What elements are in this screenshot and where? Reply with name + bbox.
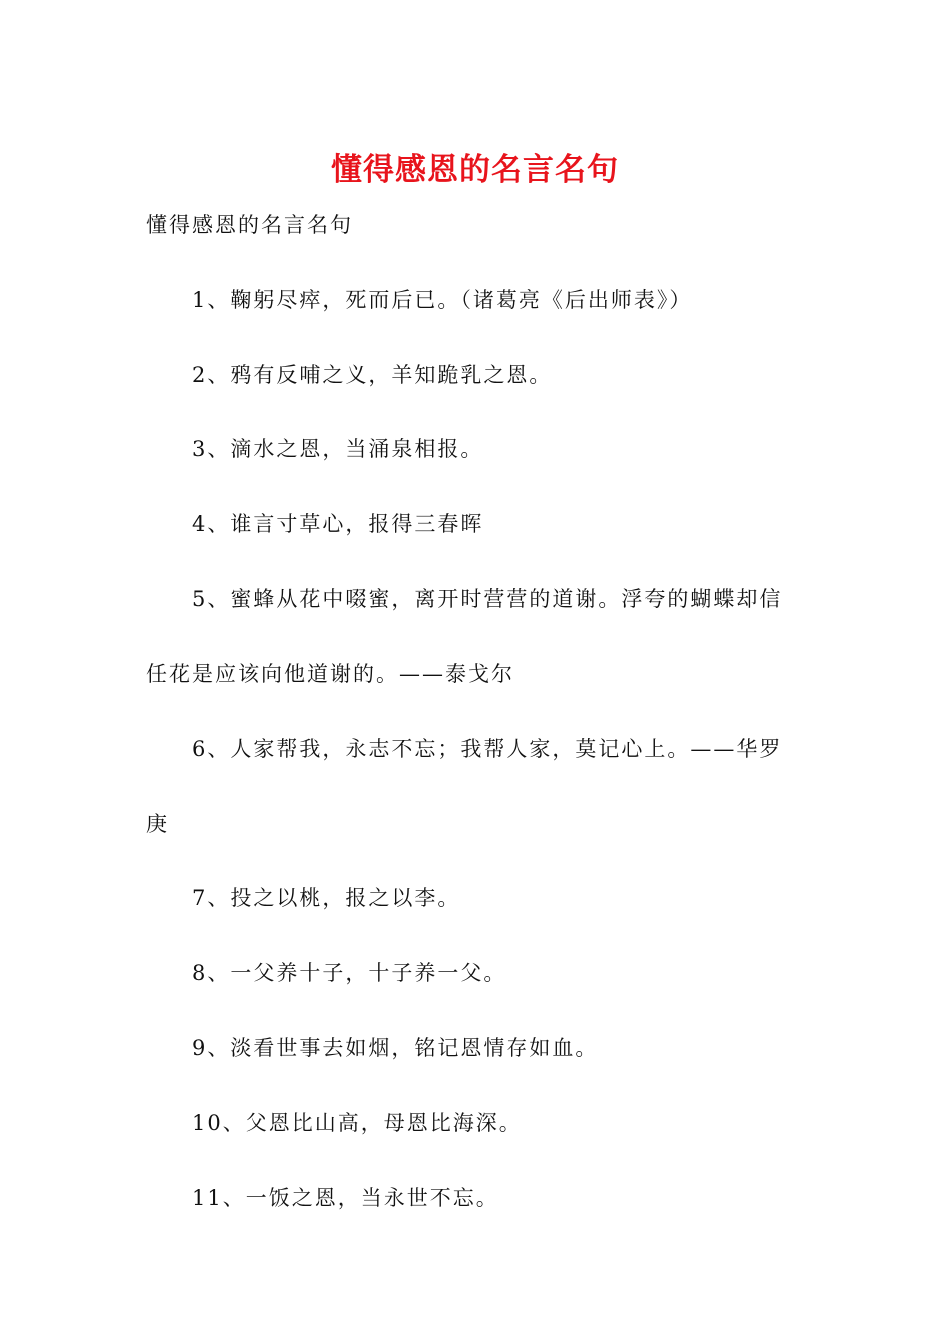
quote-line-6: 6、人家帮我，永志不忘；我帮人家，莫记心上。——华罗 (192, 737, 783, 761)
quote-line-11: 11、一饭之恩，当永世不忘。 (192, 1186, 499, 1210)
quote-line-8: 8、一父养十子，十子养一父。 (192, 961, 507, 985)
quote-line-9: 9、淡看世事去如烟，铭记恩情存如血。 (192, 1036, 599, 1060)
quote-line-6-continued: 庚 (146, 812, 169, 836)
quote-line-3: 3、滴水之恩，当涌泉相报。 (192, 437, 484, 461)
quote-line-7: 7、投之以桃，报之以李。 (192, 886, 461, 910)
quote-line-5: 5、蜜蜂从花中啜蜜，离开时营营的道谢。浮夸的蝴蝶却信 (192, 587, 783, 611)
quote-line-2: 2、鸦有反哺之义，羊知跪乳之恩。 (192, 363, 553, 387)
quote-line-4: 4、谁言寸草心，报得三春晖 (192, 512, 484, 536)
quote-line-10: 10、父恩比山高，母恩比海深。 (192, 1111, 522, 1135)
document-subtitle: 懂得感恩的名言名句 (146, 213, 353, 237)
document-title: 懂得感恩的名言名句 (331, 152, 619, 188)
quote-line-1: 1、鞠躬尽瘁，死而后已。（诸葛亮《后出师表》） (192, 288, 693, 312)
quote-line-5-continued: 任花是应该向他道谢的。——泰戈尔 (146, 662, 514, 686)
